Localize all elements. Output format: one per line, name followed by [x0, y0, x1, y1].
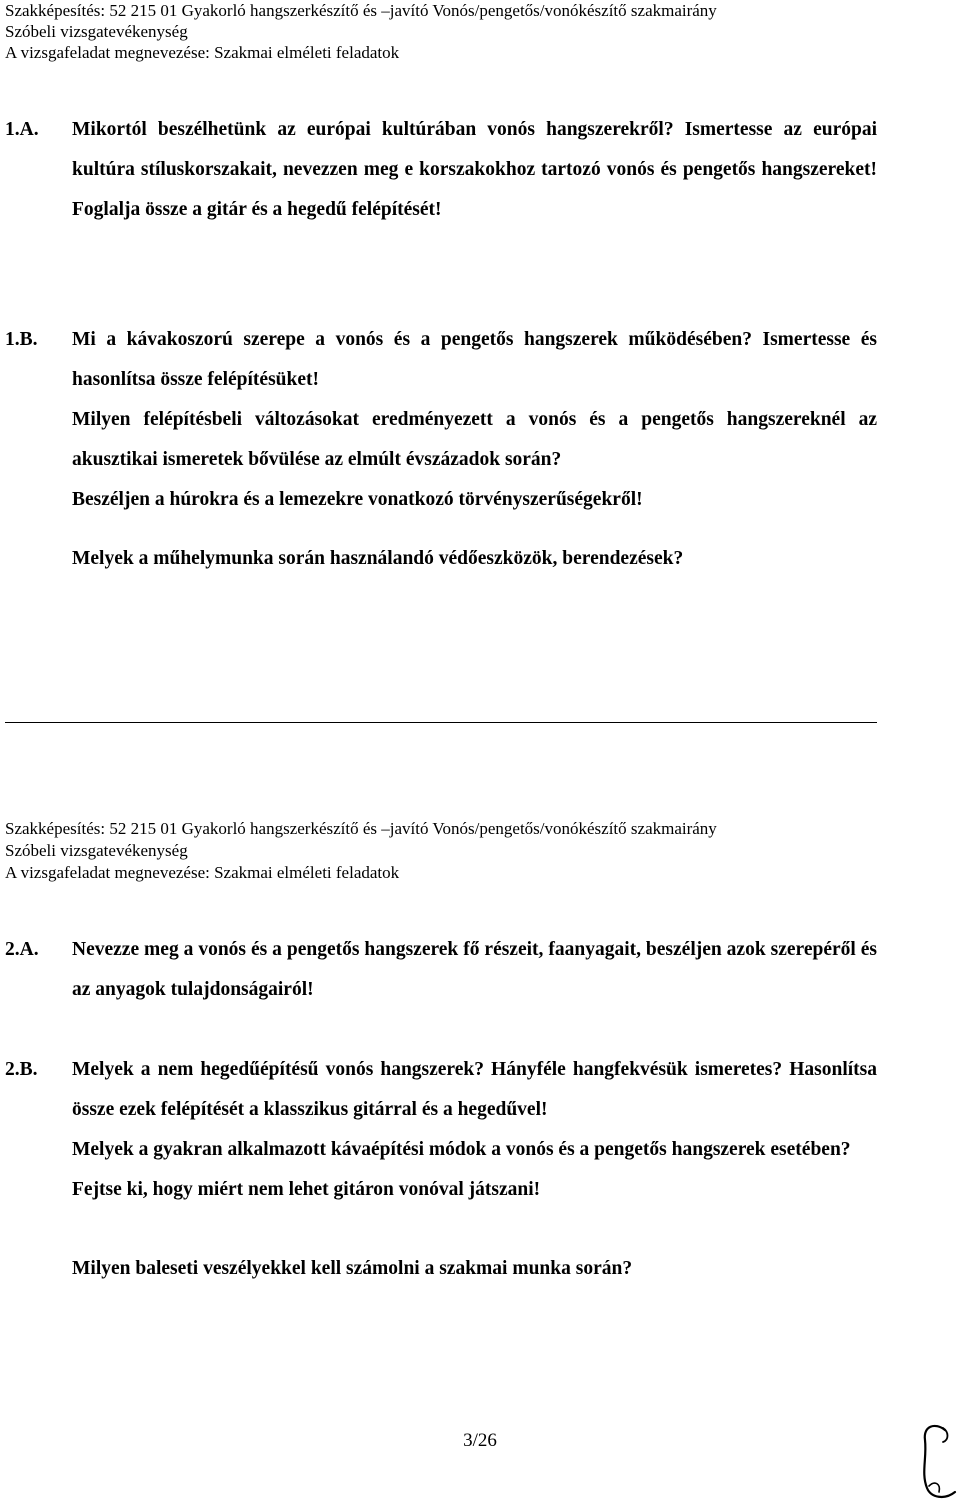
question-number: 2.A. [5, 939, 39, 960]
question-text: Milyen baleseti veszélyekkel kell számolni a szakmai munka során? [72, 1258, 633, 1279]
question-number: 2.B. [5, 1059, 38, 1080]
question-1a [5, 110, 877, 230]
question-text: Milyen felépítésbeli változásokat eredményezett a vonós és a pengetős hangszereknél az akusztikai ismeretek bővülése az elmúlt évszázadok során? [72, 409, 877, 470]
question-2a [5, 930, 877, 1010]
header-line-exam-type: Szóbeli vizsgatevékenység [5, 22, 188, 41]
header-line-task-name: A vizsgafeladat megnevezése: Szakmai elméleti feladatok [5, 863, 400, 882]
header-line-exam-type: Szóbeli vizsgatevékenység [5, 841, 188, 860]
page-number: 3/26 [463, 1430, 497, 1451]
header-line-task-name: A vizsgafeladat megnevezése: Szakmai elméleti feladatok [5, 43, 400, 62]
question-2b [5, 1050, 877, 1289]
question-text: Beszéljen a húrokra és a lemezekre vonatkozó törvényszerűségekről! [72, 489, 643, 510]
question-text: Melyek a gyakran alkalmazott kávaépítési módok a vonós és a pengetős hangszerek esetében? [72, 1139, 851, 1160]
header-line-qualification: Szakképesítés: 52 215 01 Gyakorló hangszerkészítő és –javító Vonós/pengetős/vonókészítő szakmairány [5, 819, 717, 838]
question-text: Fejtse ki, hogy miért nem lehet gitáron vonóval játszani! [72, 1179, 541, 1200]
question-text: Mikortól beszélhetünk az európai kultúrában vonós hangszerekről? Ismertesse az európai kultúra stíluskorszakait, nevezzen meg e korszakokhoz tartozó vonós és pengetős hangszereket! Foglalja össze a gitár és a hegedű felépítését! [72, 119, 877, 220]
question-1b [5, 320, 877, 579]
question-text: Nevezze meg a vonós és a pengetős hangszerek fő részeit, faanyagait, beszéljen azok szerepéről és az anyagok tulajdonságairól! [72, 939, 877, 1000]
page-separator [5, 722, 877, 723]
header-line-qualification: Szakképesítés: 52 215 01 Gyakorló hangszerkészítő és –javító Vonós/pengetős/vonókészítő szakmairány [5, 1, 717, 20]
question-number: 1.B. [5, 329, 38, 350]
question-number: 1.A. [5, 119, 39, 140]
question-text: Melyek a nem hegedűépítésű vonós hangszerek? Hányféle hangfekvésük ismeretes? Hasonlítsa össze ezek felépítését a klasszikus gitárral és a hegedűvel! [72, 1059, 877, 1120]
question-text: Melyek a műhelymunka során használandó védőeszközök, berendezések? [72, 548, 684, 569]
handwritten-c-logo-icon [905, 1418, 960, 1503]
question-text: Mi a kávakoszorú szerepe a vonós és a pengetős hangszerek működésében? Ismertesse és hasonlítsa össze felépítésüket! [72, 329, 877, 390]
